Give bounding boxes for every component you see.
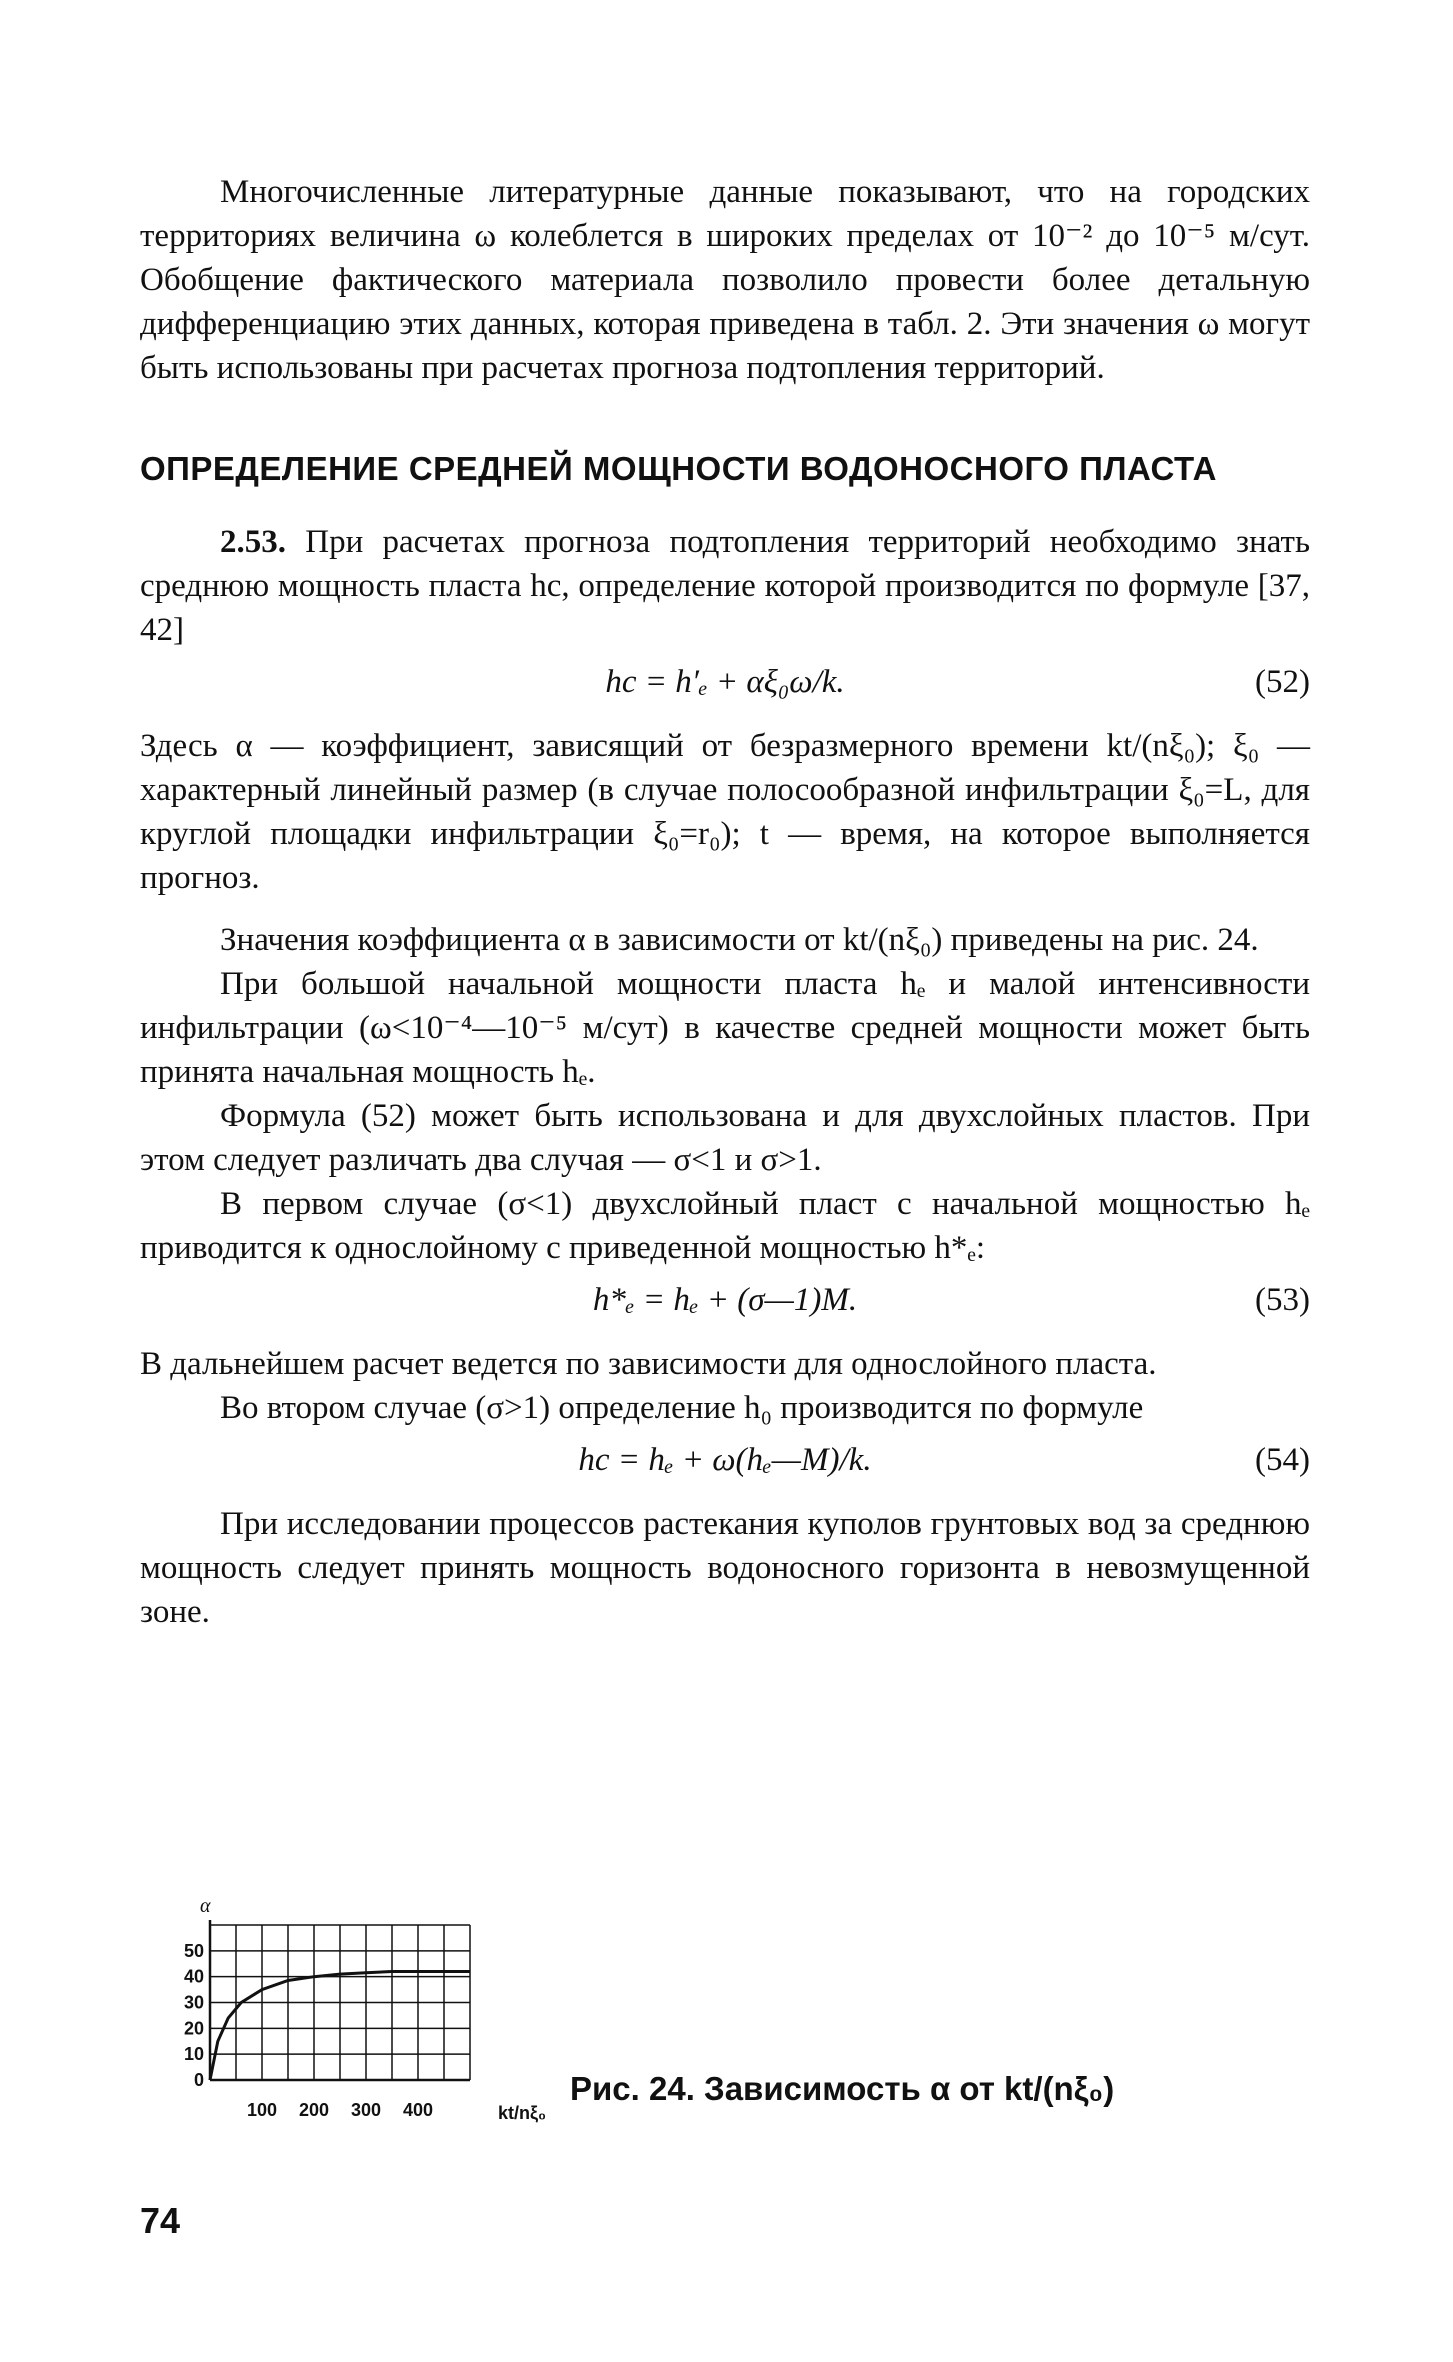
page-number: 74: [140, 2200, 181, 2241]
figure-caption: Рис. 24. Зависимость α от kt/(nξ₀): [570, 2070, 1115, 2107]
paragraph-two-layer: Формула (52) может быть использована и для двухслойных пластов. При этом следует различать два случая — σ<1 и σ>1.: [140, 1098, 1310, 1178]
paragraph-mound-spreading: При исследовании процессов растекания куполов грунтовых вод за среднюю мощность следует принять мощность водоносного горизонта в невозмущенной зоне.: [140, 1506, 1310, 1630]
paragraph-further-calc: В дальнейшем расчет ведется по зависимости для однослойного пласта.: [140, 1346, 1157, 1382]
y-tick-label: 20: [183, 2018, 204, 2039]
x-axis-label: kt/nξ₀: [498, 2103, 547, 2123]
formula-53-expression: h*ₑ = hₑ + (σ—1)M.: [592, 1282, 858, 1318]
y-tick-label: 10: [183, 2044, 204, 2065]
formula-52-expression: hc = h′ₑ + αξ₀ω/k.: [605, 664, 845, 700]
formula-52: [140, 660, 1310, 712]
paragraph-number: 2.53.: [220, 524, 286, 560]
x-tick-label: 100: [246, 2100, 278, 2120]
y-tick-labels: [184, 1941, 204, 2090]
y-tick-label: 50: [183, 1940, 204, 1961]
paragraph-first-case: В первом случае (σ<1) двухслойный пласт с начальной мощностью hₑ приводится к однослойному с приведенной мощностью h*ₑ:: [140, 1186, 1310, 1266]
x-tick-label: 200: [298, 2100, 330, 2120]
paragraph-2-53: [140, 520, 1310, 652]
formula-53-number: (53): [1255, 1282, 1310, 1318]
y-tick-label: 40: [183, 1966, 204, 1987]
paragraph-alpha-values: Значения коэффициента α в зависимости от kt/(nξ₀) приведены на рис. 24.: [220, 922, 1259, 958]
x-tick-label: 400: [402, 2100, 434, 2120]
y-axis-label: α: [200, 1895, 211, 1917]
formula-52-number: (52): [1255, 664, 1310, 700]
chart-grid: [210, 1925, 470, 2080]
formula-54-expression: hc = hₑ + ω(hₑ—M)/k.: [578, 1442, 872, 1478]
figure-24: [180, 1890, 1310, 2150]
paragraph-second-case: Во втором случае (σ>1) определение h₀ производится по формуле: [220, 1390, 1144, 1426]
x-tick-labels: [247, 2100, 433, 2120]
paragraph-omega-range: Многочисленные литературные данные показывают, что на городских территориях величина ω колеблется в широких пределах от 10⁻² до 10⁻⁵ м/сут. Обобщение фактического материала позволило провести более детальную дифференциацию этих данных, которая приведена в табл. 2. Эти значения ω могут быть использованы при расчетах прогноза подтопления территорий.: [140, 174, 1310, 386]
paragraph-definitions: Здесь α — коэффициент, зависящий от безразмерного времени kt/(nξ₀); ξ₀ — характерный линейный размер (в случае полосообразной инфильтрации ξ₀=L, для круглой площадки инфильтрации ξ₀=r₀); t — время, на которое выполняется прогноз.: [140, 728, 1310, 896]
formula-54: [140, 1438, 1310, 1490]
x-tick-label: 300: [350, 2100, 382, 2120]
page-content: [140, 170, 1310, 1634]
y-tick-label: 0: [193, 2070, 204, 2090]
alpha-chart: [180, 1890, 560, 2150]
formula-54-number: (54): [1255, 1442, 1310, 1478]
formula-53: [140, 1278, 1310, 1330]
y-tick-label: 30: [183, 1992, 204, 2013]
paragraph-2-53-text: При расчетах прогноза подтопления территорий необходимо знать среднюю мощность пласта hc, определение которой производится по формуле [37, 42]: [140, 524, 1310, 648]
paragraph-large-thickness: При большой начальной мощности пласта hₑ и малой интенсивности инфильтрации (ω<10⁻⁴—10⁻⁵ м/сут) в качестве средней мощности может быть принята начальная мощность hₑ.: [140, 966, 1310, 1090]
section-heading: ОПРЕДЕЛЕНИЕ СРЕДНЕЙ МОЩНОСТИ ВОДОНОСНОГО ПЛАСТА: [140, 450, 1217, 487]
